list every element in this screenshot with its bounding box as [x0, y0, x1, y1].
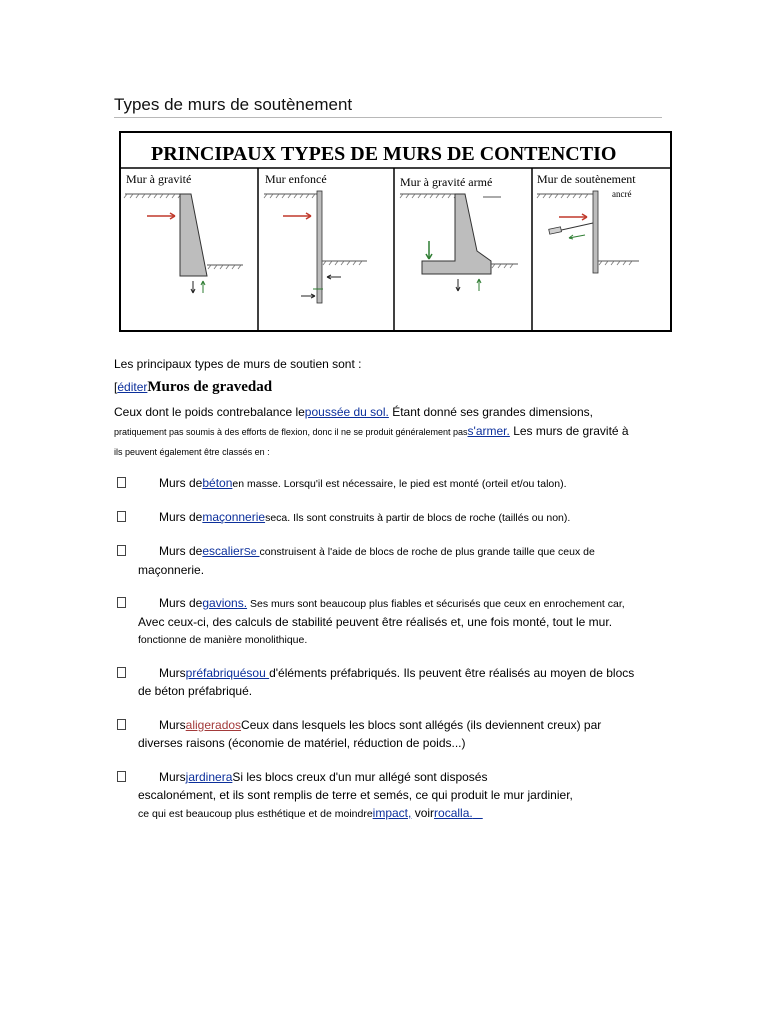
link-aligerados[interactable]: aligerados [185, 718, 242, 732]
intro-paragraph [114, 403, 674, 462]
bullet-glyph [117, 545, 126, 556]
bullet-glyph [117, 719, 126, 730]
edit-link[interactable]: éditer [117, 380, 148, 394]
link-prefabriques[interactable]: préfabriqués [185, 666, 253, 680]
bullet-glyph [117, 477, 126, 488]
page-title: Types de murs de soutènement [114, 95, 353, 114]
para-line3-text: ils peuvent également être classés en : [114, 447, 270, 457]
title-divider [114, 117, 662, 118]
heading-bracket: [ [114, 380, 118, 394]
link-impact[interactable]: impact, [372, 806, 412, 820]
retaining-wall-figure [119, 131, 672, 333]
panel-label-anchored: Mur de soutènement [537, 172, 636, 186]
link-beton[interactable]: béton [202, 476, 233, 490]
bullet-glyph [117, 511, 126, 522]
list-item: MursaligeradosCeux dans lesquels les blocs sont allégés (ils deviennent creux) par diverses raisons (économie de matériel, réduction de poids...) [114, 716, 674, 752]
panel-label-embedded: Mur enfoncé [265, 172, 327, 186]
panel-label-reinforced: Mur à gravité armé [400, 175, 493, 189]
intro-text: Les principaux types de murs de soutien sont : [114, 357, 362, 371]
list-item: Murs debétonen masse. Lorsqu'il est nécessaire, le pied est monté (orteil et/ou talon). [114, 474, 674, 493]
list-item: Murspréfabriquésou d'éléments préfabriqués. Ils peuvent être réalisés au moyen de blocs de béton préfabriqué. [114, 664, 674, 700]
section-title: Muros de gravedad [147, 379, 273, 395]
list-item: Murs degavions. Ses murs sont beaucoup plus fiables et sécurisés que ceux en enrochement car, Avec ceux-ci, des calculs de stabilité peuvent être réalisés et, une fois monté, tout le mur. fonctionne de manière monolithique. [114, 594, 674, 649]
link-escalier[interactable]: escalier [202, 544, 244, 558]
list-item: Murs deescalierSe construisent à l'aide de blocs de roche de plus grande taille que ceux de maçonnerie. [114, 542, 674, 579]
link-poussee-du-sol[interactable]: poussée du sol. [304, 405, 389, 419]
panel-label-anchored-sub: ancré [612, 189, 632, 199]
list-item: MursjardineraSi les blocs creux d'un mur allégé sont disposés escalonément, et ils sont remplis de terre et semés, ce qui produit le mur jardinier, ce qui est beaucoup plus esthétique et de moindreimpact, voirrocalla. [114, 768, 674, 823]
link-jardinera[interactable]: jardinera [185, 770, 233, 784]
link-gavions[interactable]: gavions. [202, 596, 248, 610]
section-heading [114, 378, 272, 396]
bullet-glyph [117, 771, 126, 782]
link-maconnerie[interactable]: maçonnerie [202, 510, 266, 524]
para-line2-rest: Les murs de gravité à [509, 424, 629, 438]
link-rocalla[interactable]: rocalla. [434, 806, 473, 820]
panel-label-gravity: Mur à gravité [126, 172, 192, 186]
link-s-armer[interactable]: s'armer. [467, 424, 510, 438]
list-item: Murs demaçonnerieseca. Ils sont construits à partir de blocs de roche (taillés ou non). [114, 508, 674, 527]
bullet-glyph [117, 667, 126, 678]
figure-banner: PRINCIPAUX TYPES DE MURS DE CONTENCTIO [151, 143, 617, 165]
para-line1-text: Ceux dont le poids contrebalance le [114, 405, 305, 419]
para-line2-text: pratiquement pas soumis à des efforts de flexion, donc il ne se produit généralement pas [114, 427, 468, 437]
bullet-glyph [117, 597, 126, 608]
para-line1-rest: Étant donné ses grandes dimensions, [388, 405, 593, 419]
last-line: ce qui est beaucoup plus esthétique et de moindreimpact, voirrocalla. [138, 806, 473, 820]
